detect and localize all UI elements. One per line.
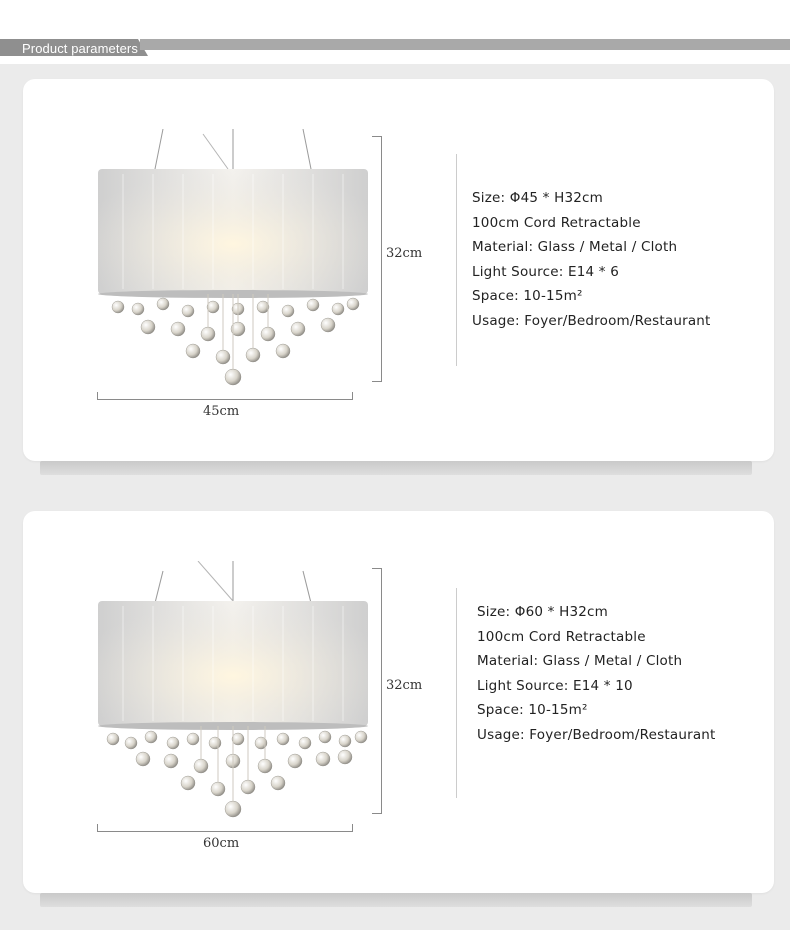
width-dimension-line	[97, 392, 353, 400]
spec-material: Material: Glass / Metal / Cloth	[477, 653, 683, 670]
width-dimension-line	[97, 824, 353, 832]
spec-usage: Usage: Foyer/Bedroom/Restaurant	[472, 312, 711, 329]
height-label: 32cm	[386, 678, 423, 693]
width-label: 45cm	[203, 404, 240, 419]
spec-material: Material: Glass / Metal / Cloth	[472, 239, 678, 256]
spec-cord: 100cm Cord Retractable	[472, 214, 641, 231]
spec-usage: Usage: Foyer/Bedroom/Restaurant	[477, 726, 716, 743]
spec-divider	[456, 588, 457, 798]
product-card-2	[23, 511, 774, 893]
spec-size: Size: Φ60 * H32cm	[477, 604, 608, 620]
spec-divider	[456, 154, 457, 366]
product-card-1	[23, 79, 774, 461]
spec-size: Size: Φ45 * H32cm	[472, 190, 603, 206]
chandelier-image-2	[93, 561, 393, 821]
height-dimension-line	[372, 136, 382, 382]
spec-list	[477, 600, 716, 748]
spec-light-source: Light Source: E14 * 10	[477, 677, 633, 694]
width-label: 60cm	[203, 836, 240, 851]
spec-space: Space: 10-15m²	[477, 702, 588, 719]
card-shadow-1	[40, 461, 752, 475]
section-title: Product parameters	[22, 41, 138, 56]
height-dimension-line	[372, 568, 382, 814]
chandelier-image-1	[93, 129, 393, 389]
spec-list	[472, 186, 711, 334]
spec-light-source: Light Source: E14 * 6	[472, 263, 620, 280]
height-label: 32cm	[386, 246, 423, 261]
card-shadow-2	[40, 893, 752, 907]
spec-cord: 100cm Cord Retractable	[477, 628, 646, 645]
spec-space: Space: 10-15m²	[472, 288, 583, 305]
